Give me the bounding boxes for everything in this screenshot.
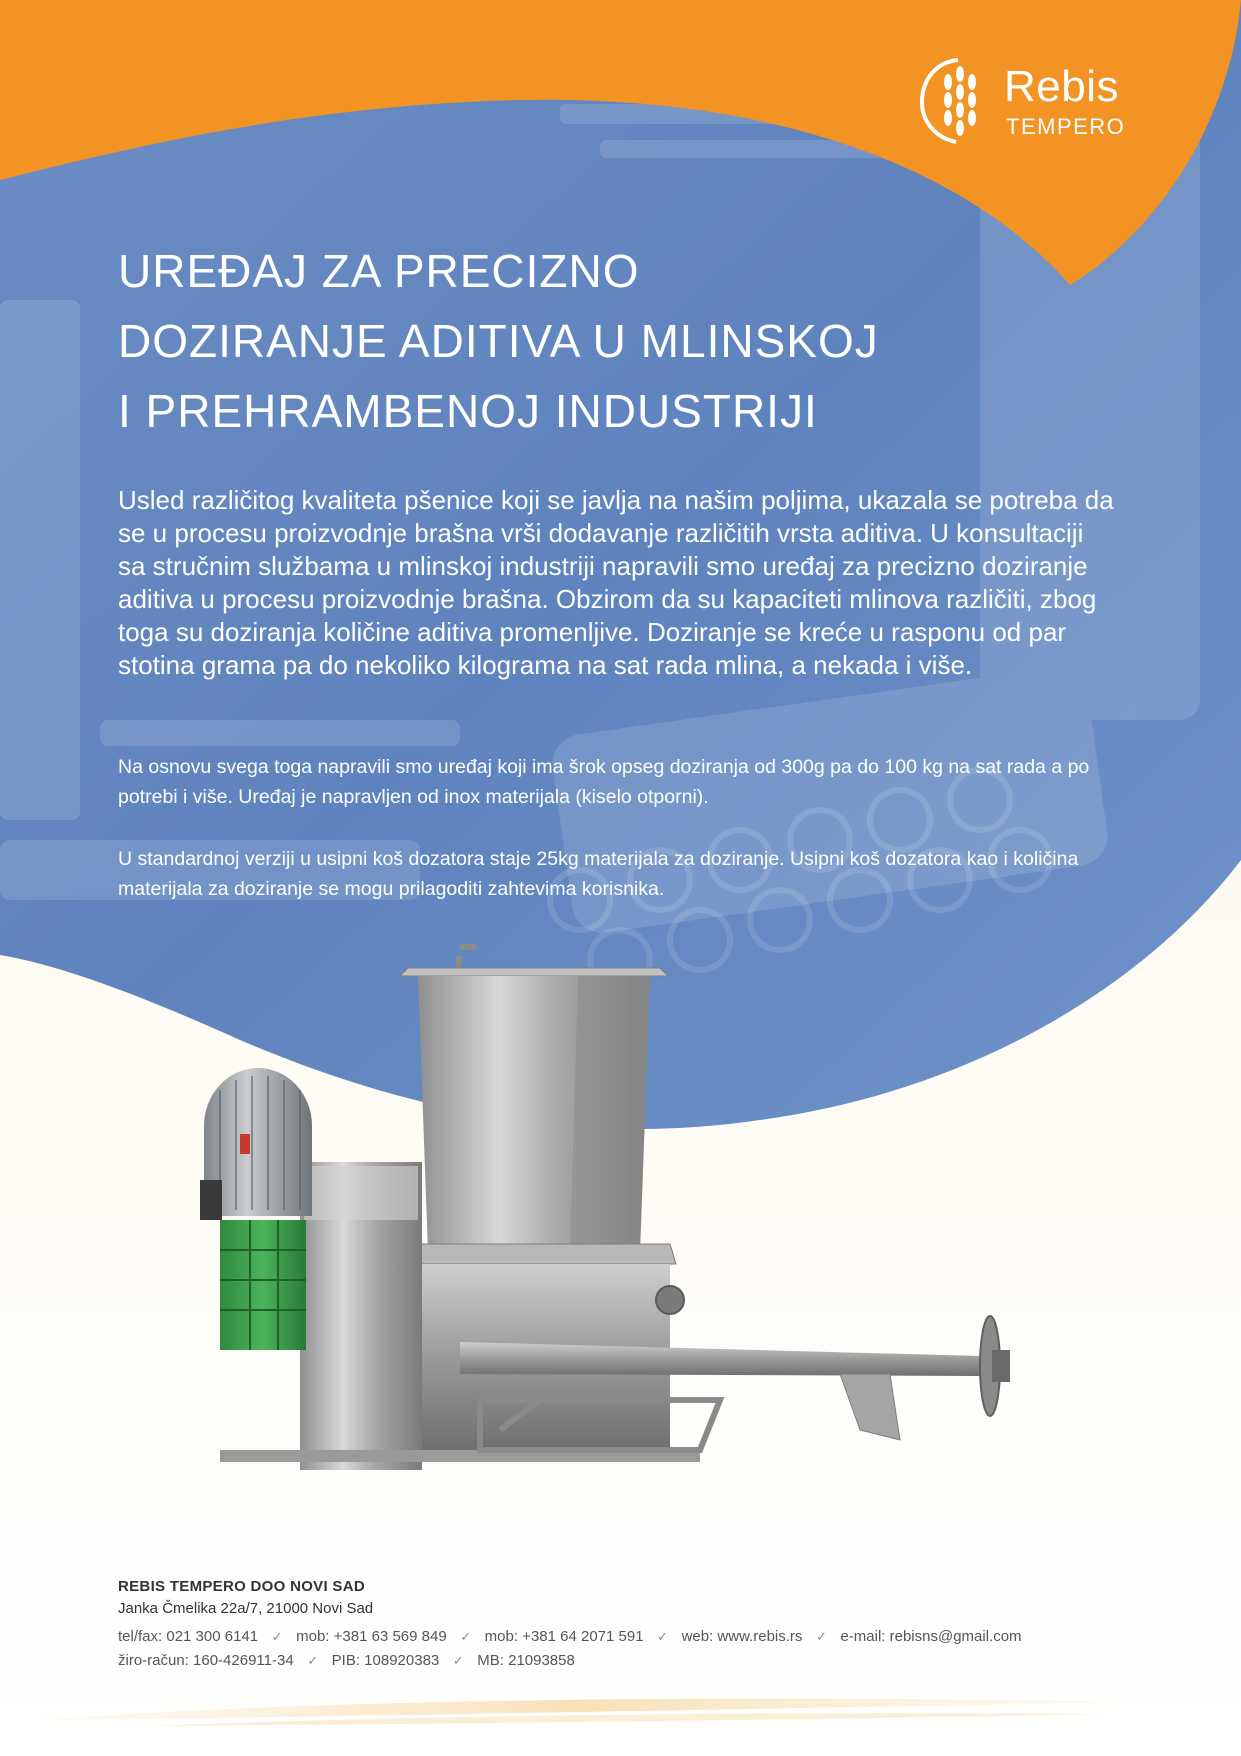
wheat-icon [918, 56, 998, 146]
title-line-1: UREĐAJ ZA PRECIZNO [118, 245, 640, 297]
footer-mob-2: mob: +381 64 2071 591 [484, 1628, 644, 1645]
rebis-tempero-logo [918, 56, 1138, 146]
dosing-device-image [200, 930, 1050, 1530]
footer-mb: MB: 21093858 [477, 1652, 575, 1669]
footer-pib: PIB: 108920383 [331, 1652, 440, 1669]
footer-web-link[interactable]: web: www.rebis.rs [681, 1628, 803, 1645]
footer-mob-1: mob: +381 63 569 849 [296, 1628, 447, 1645]
capacity-paragraph: U standardnoj verziji u usipni koš dozatora staje 25kg materijala za doziranje. Usipni koš dozatora kao i količina materijala za doziranje se mogu prilagoditi zahtevima korisnika. [118, 848, 1079, 900]
separator-icon: ✓ [307, 1653, 319, 1668]
separator-icon: ✓ [657, 1629, 669, 1644]
separator-icon: ✓ [460, 1629, 472, 1644]
page-title [118, 236, 1098, 446]
logo-sub-text: TEMPERO [1006, 114, 1126, 139]
bottom-wave-decoration [0, 1690, 1241, 1730]
separator-icon: ✓ [815, 1629, 827, 1644]
footer-email-link[interactable]: e-mail: rebisns@gmail.com [840, 1628, 1022, 1645]
footer-address: Janka Čmelika 22a/7, 21000 Novi Sad [118, 1600, 374, 1617]
footer-account: žiro-račun: 160-426911-34 [118, 1652, 294, 1669]
range-paragraph: Na osnovu svega toga napravili smo uređaj koji ima šrok opseg doziranja od 300g pa do 100 kg na sat rada a po potrebi i više. Uređaj je napravljen od inox materijala (kiselo otporni). [118, 756, 1090, 808]
title-line-2: DOZIRANJE ADITIVA U MLINSKOJ [118, 315, 879, 367]
title-line-3: I PREHRAMBENOJ INDUSTRIJI [118, 385, 818, 437]
footer-contact-line [118, 1628, 1022, 1645]
footer-registration-line [118, 1652, 575, 1669]
separator-icon: ✓ [271, 1629, 283, 1644]
footer-company-name: REBIS TEMPERO DOO NOVI SAD [118, 1578, 365, 1595]
separator-icon: ✓ [452, 1653, 464, 1668]
footer-telfax: tel/fax: 021 300 6141 [118, 1628, 259, 1645]
logo-brand-text: Rebis [1004, 62, 1119, 111]
intro-paragraph: Usled različitog kvaliteta pšenice koji se javlja na našim poljima, ukazala se potreba da se u procesu proizvodnje brašna vrši dodavanje različitih vrsta aditiva. U konsultaciji sa stručnim službama u mlinskoj industriji napravili smo uređaj za precizno doziranje aditiva u procesu proizvodnje brašna. Obzirom da su kapaciteti mlinova različiti, zbog toga su doziranja količine aditiva promenljive. Doziranje se kreće u rasponu od par stotina grama pa do nekoliko kilograma na sat rada mlina, a nekada i više. [118, 485, 1114, 680]
